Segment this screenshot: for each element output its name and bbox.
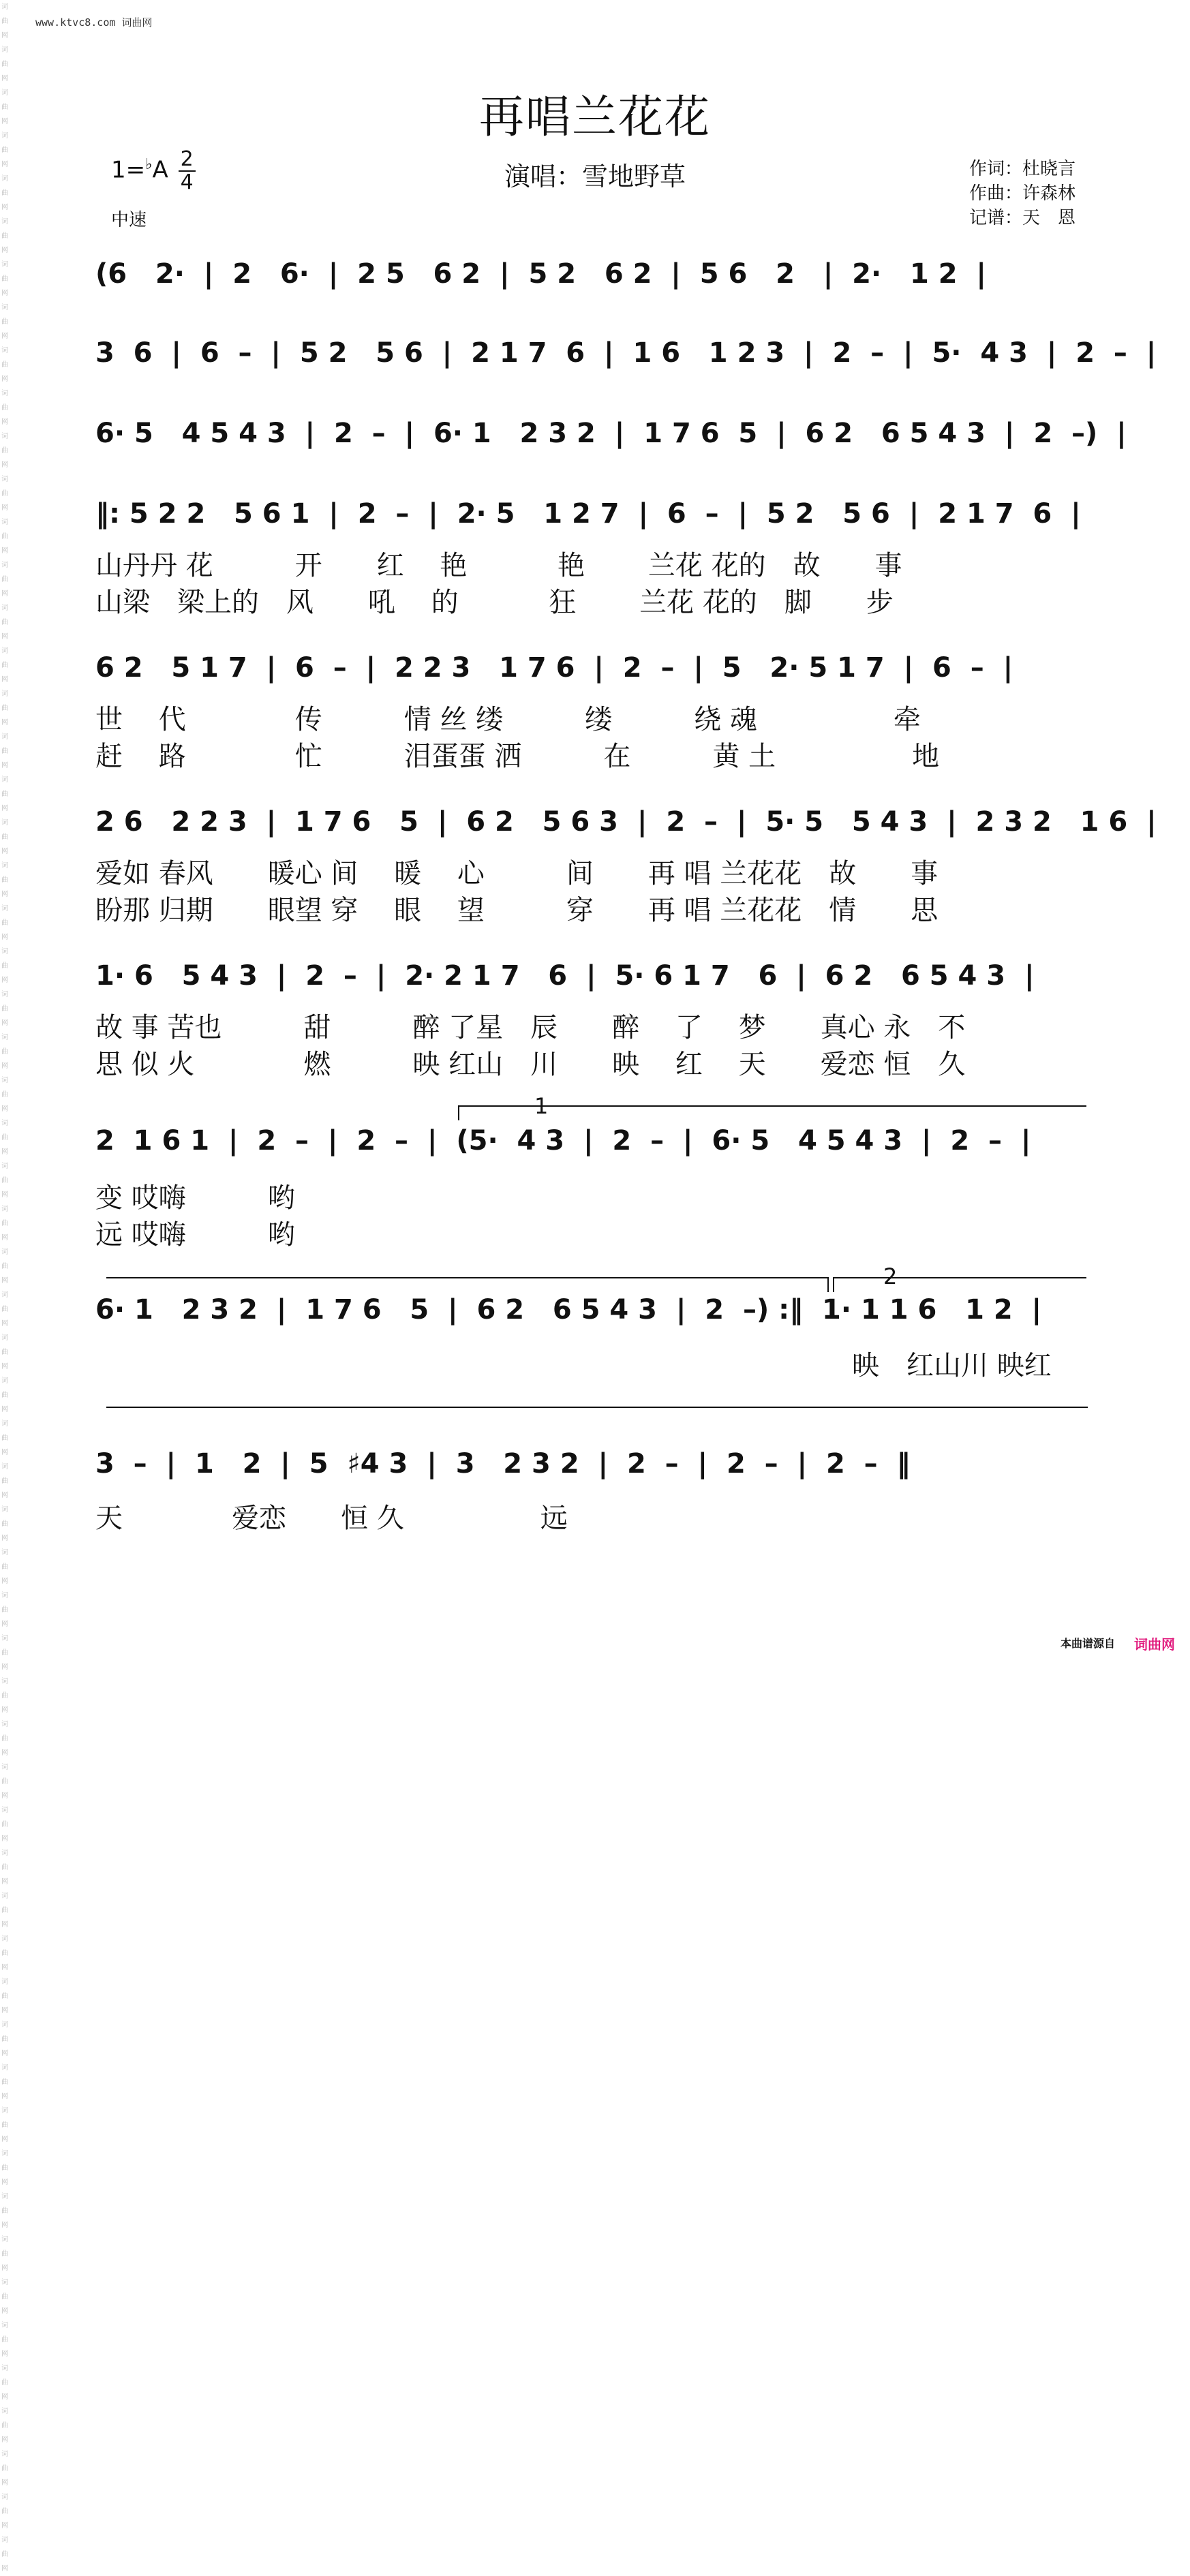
right-watermark: 词曲网词曲网词曲网词曲网词曲网词曲网词曲网词曲网词曲网词曲网词曲网词曲网词曲网词曲网词曲网词曲网词曲网词曲网词曲网词曲网词曲网词曲网词曲网词曲网词曲网词曲网词曲网词曲网词曲网词曲网	[1, 1291, 8, 2573]
score-row-6	[95, 801, 1157, 856]
volta-1-continuation	[106, 1277, 829, 1278]
notation-line: ‖: 5 2 2 5 6 1 | 2 – | 2· 5 1 2 7 | 6 – | 5 2 5 6 | 2 1 7 6 |	[95, 498, 1081, 530]
key-prefix: 1=	[111, 156, 146, 184]
notation-line: 6· 1 2 3 2 | 1 7 6 5 | 6 2 6 5 4 3 | 2 –) :‖ 1· 1 1 6 1 2 |	[95, 1294, 1042, 1325]
volta-1-bracket	[458, 1105, 1086, 1107]
lyric-line: 故 事 苦也 甜 醉 了星 辰 醉 了 梦 真心 永 不	[95, 1012, 966, 1043]
lyric-line: 远 哎嗨 哟	[95, 1219, 295, 1251]
notation-line: 6· 5 4 5 4 3 | 2 – | 6· 1 2 3 2 | 1 7 6 5 | 6 2 6 5 4 3 | 2 –) |	[95, 418, 1127, 449]
volta-2-label: 2	[883, 1263, 898, 1289]
footer-source-label: 本曲谱源自	[1060, 1637, 1115, 1650]
score-row-5	[95, 647, 1089, 702]
score-row-3	[95, 413, 1127, 467]
flat-sign: ♭	[145, 156, 153, 174]
notation-line: 2 6 2 2 3 | 1 7 6 5 | 6 2 5 6 3 | 2 – | 5· 5 5 4 3 | 2 3 2 1 6 |	[95, 806, 1157, 838]
site-url: www.ktvc8.com 词曲网	[35, 16, 153, 29]
notation-line: 2 1 6 1 | 2 – | 2 – | (5· 4 3 | 2 – | 6· 5 4 5 4 3 | 2 – |	[95, 1125, 1031, 1156]
volta-1-tick	[458, 1105, 459, 1120]
score-row-10	[95, 1443, 1089, 1498]
song-title: 再唱兰花花	[479, 91, 711, 143]
footer-site-logo[interactable]: 词曲网	[1134, 1636, 1175, 1653]
notation-line: 3 6 | 6 – | 5 2 5 6 | 2 1 7 6 | 1 6 1 2 3 | 2 – | 5· 4 3 | 2 – |	[95, 337, 1157, 369]
time-denominator: 4	[180, 170, 194, 194]
lyric-line: 天 爱恋 恒 久 远	[95, 1503, 568, 1534]
score-row-1	[95, 254, 1089, 308]
notation-line: 6 2 5 1 7 | 6 – | 2 2 3 1 7 6 | 2 – | 5 2· 5 1 7 | 6 – |	[95, 652, 1013, 684]
score-row-8	[95, 1120, 1089, 1175]
lyric-line: 山梁 梁上的 风 吼 的 狂 兰花 花的 脚 步	[95, 587, 894, 618]
time-numerator: 2	[179, 149, 196, 172]
transcriber: 记谱：天 恩	[969, 208, 1076, 228]
lyric-line: 映 红山川 映红	[852, 1350, 1052, 1381]
lyric-line: 山丹丹 花 开 红 艳 艳 兰花 花的 故 事	[95, 550, 902, 581]
volta-2-bracket	[833, 1277, 1086, 1278]
score-row-4	[95, 493, 1089, 548]
composer: 作曲：许森林	[969, 183, 1076, 204]
score-row-7	[95, 955, 1089, 1010]
lyric-line: 思 似 火 燃 映 红山 川 映 红 天 爱恋 恒 久	[95, 1049, 966, 1080]
lyricist: 作词：杜晓言	[969, 159, 1076, 179]
volta-1-label: 1	[534, 1093, 549, 1119]
lyric-line: 赶 路 忙 泪蛋蛋 洒 在 黄 土 地	[95, 741, 940, 772]
notation-line: (6 2· | 2 6· | 2 5 6 2 | 5 2 6 2 | 5 6 2 | 2· 1 2 |	[95, 258, 987, 290]
notation-line: 1· 6 5 4 3 | 2 – | 2· 2 1 7 6 | 5· 6 1 7 6 | 6 2 6 5 4 3 |	[95, 960, 1035, 992]
singer-credit: 演唱：雪地野草	[504, 162, 686, 191]
lyric-line: 世 代 传 情 丝 缕 缕 绕 魂 牵	[95, 704, 921, 735]
credits	[969, 157, 1075, 230]
lyric-line: 爱如 春风 暖心 间 暖 心 间 再 唱 兰花花 故 事	[95, 858, 939, 889]
left-watermark: 词曲网词曲网词曲网词曲网词曲网词曲网词曲网词曲网词曲网词曲网词曲网词曲网词曲网词曲网词曲网词曲网词曲网词曲网词曲网词曲网词曲网词曲网词曲网词曲网词曲网词曲网词曲网词曲网词曲网词曲网	[1, 3, 8, 1285]
tempo-marking: 中速	[111, 210, 147, 230]
notation-line: 3 – | 1 2 | 5 ♯4 3 | 3 2 3 2 | 2 – | 2 – | 2 – ‖	[95, 1448, 911, 1479]
volta-2-continuation	[106, 1407, 1088, 1408]
lyric-line: 变 哎嗨 哟	[95, 1182, 295, 1214]
lyric-line: 盼那 归期 眼望 穿 眼 望 穿 再 唱 兰花花 情 思	[95, 895, 939, 926]
score-row-9	[95, 1289, 1089, 1344]
key-note: A	[152, 156, 168, 184]
score-row-2	[95, 333, 1157, 387]
